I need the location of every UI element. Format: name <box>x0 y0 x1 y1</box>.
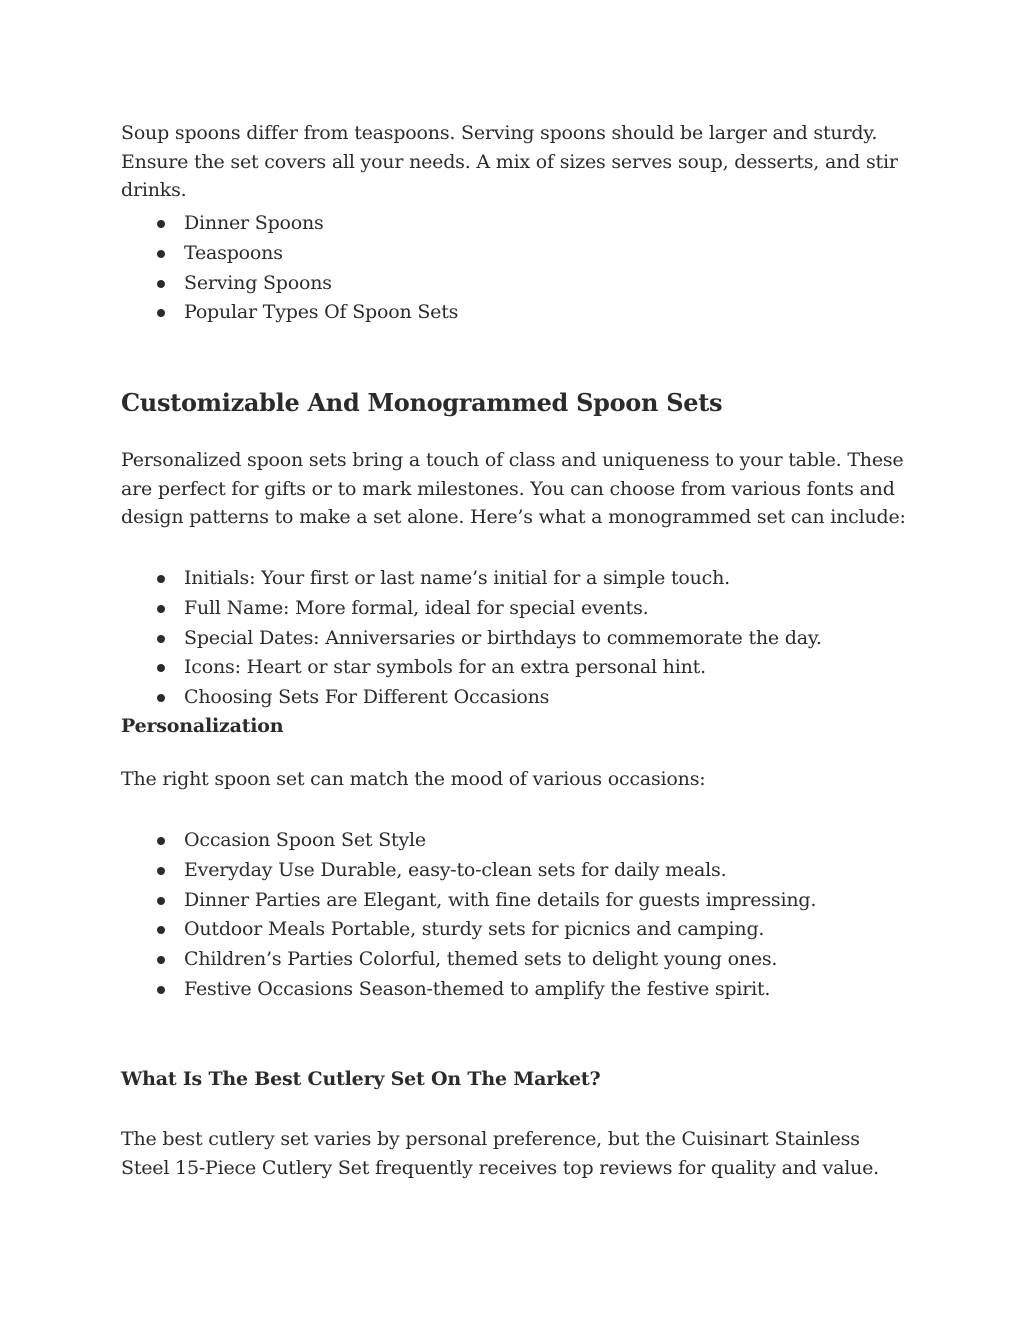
section-heading-personalization: Personalization <box>121 715 284 737</box>
list-item: Dinner Spoons <box>121 209 911 239</box>
bullet-icon <box>157 605 165 613</box>
list-item: Special Dates: Anniversaries or birthdays to commemorate the day. <box>121 624 911 654</box>
bullet-icon <box>157 837 165 845</box>
section-heading-customizable: Customizable And Monogrammed Spoon Sets <box>121 388 723 417</box>
list-item: Choosing Sets For Different Occasions <box>121 683 911 713</box>
list-item: Teaspoons <box>121 239 911 269</box>
list-item: Initials: Your first or last name’s initial for a simple touch. <box>121 564 911 594</box>
list-item: Everyday Use Durable, easy-to-clean sets for daily meals. <box>121 856 911 886</box>
list-item: Dinner Parties are Elegant, with fine details for guests impressing. <box>121 886 911 916</box>
intro-paragraph: Soup spoons differ from teaspoons. Serving spoons should be larger and sturdy. Ensure the set covers all your needs. A mix of sizes serves soup, desserts, and stir drinks. <box>121 122 898 201</box>
customizable-bullet-list <box>121 564 911 713</box>
bullet-icon <box>157 575 165 583</box>
bullet-icon <box>157 986 165 994</box>
bullet-icon <box>157 694 165 702</box>
bullet-icon <box>157 664 165 672</box>
bullet-icon <box>157 220 165 228</box>
bullet-icon <box>157 956 165 964</box>
list-item: Outdoor Meals Portable, sturdy sets for picnics and camping. <box>121 915 911 945</box>
list-item: Popular Types Of Spoon Sets <box>121 298 911 328</box>
list-item: Serving Spoons <box>121 269 911 299</box>
bullet-icon <box>157 926 165 934</box>
bullet-icon <box>157 280 165 288</box>
list-item: Children’s Parties Colorful, themed sets to delight young ones. <box>121 945 911 975</box>
bullet-icon <box>157 309 165 317</box>
intro-bullet-list <box>121 209 911 328</box>
bullet-icon <box>157 635 165 643</box>
bullet-icon <box>157 250 165 258</box>
best-cutlery-paragraph: The best cutlery set varies by personal preference, but the Cuisinart Stainless Steel 15-Piece Cutlery Set frequently receives top reviews for quality and value. <box>121 1128 880 1179</box>
customizable-paragraph: Personalized spoon sets bring a touch of class and uniqueness to your table. These are perfect for gifts or to mark milestones. You can choose from various fonts and design patterns to make a set alone. Here’s what a monogrammed set can include: <box>121 449 906 528</box>
list-item: Full Name: More formal, ideal for special events. <box>121 594 911 624</box>
bullet-icon <box>157 867 165 875</box>
list-item: Icons: Heart or star symbols for an extra personal hint. <box>121 653 911 683</box>
personalization-paragraph: The right spoon set can match the mood of various occasions: <box>121 768 706 790</box>
section-heading-best-cutlery: What Is The Best Cutlery Set On The Market? <box>121 1068 601 1090</box>
list-item: Festive Occasions Season-themed to amplify the festive spirit. <box>121 975 911 1005</box>
bullet-icon <box>157 897 165 905</box>
list-item: Occasion Spoon Set Style <box>121 826 911 856</box>
personalization-bullet-list <box>121 826 911 1005</box>
